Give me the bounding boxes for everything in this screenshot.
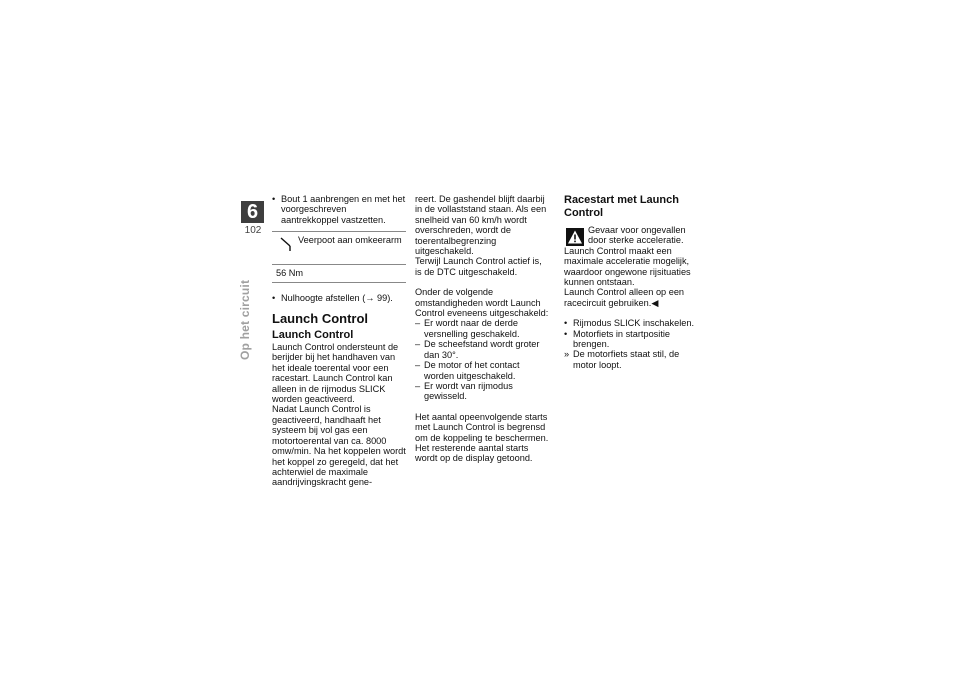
chapter-number-tab: 6 <box>241 201 264 223</box>
chapter-side-title: Op het circuit <box>238 279 252 360</box>
torque-value: 56 Nm <box>276 268 304 279</box>
body-paragraph: Onder de volgende omstandigheden wordt Launch Control eveneens uitgeschakeld: <box>415 287 549 319</box>
section-heading: Racestart met Launch Control <box>564 194 679 219</box>
column-left <box>272 194 406 488</box>
column-right <box>564 194 698 370</box>
page-number: 102 <box>244 225 262 236</box>
body-paragraph: Launch Control alleen op een racecircuit gebruiken.◀ <box>564 287 685 308</box>
result-item: » De motorfiets staat stil, de motor loopt. <box>564 349 698 370</box>
body-paragraph: Terwijl Launch Control actief is, is de DTC uitgeschakeld. <box>415 256 542 277</box>
section-heading: Launch Control <box>272 311 369 327</box>
body-paragraph: Launch Control ondersteunt de berijder bij het handhaven van het ideale toerental voor een racestart. Launch Control kan alleen in de rijmodus SLICK worden geactiveerd. <box>272 342 399 405</box>
torque-header <box>272 232 406 265</box>
body-paragraph: Het aantal opeenvolgende starts met Launch Control is begrensd om de koppeling te beschermen. Het resterende aantal starts wordt op de display getoond. <box>415 411 549 464</box>
body-paragraph: Nadat Launch Control is geactiveerd, handhaaft het systeem bij vol gas een motortoerental van ca. 8000 omw/min. Na het koppelen wordt het koppel zo geregeld, dat het achterwiel de maximale aandrijvingskracht gene- <box>272 404 406 488</box>
warning-block <box>564 225 698 246</box>
warning-icon <box>566 228 584 246</box>
torque-table <box>272 231 406 282</box>
body-paragraph: Launch Control maakt een maximale acceleratie mogelijk, waardoor ongewone rijsituaties kunnen ontstaan. <box>564 245 691 288</box>
torque-description: Veerpoot aan omkeerarm <box>298 235 402 246</box>
instruction-bullet: • Motorfiets in startpositie brengen. <box>564 329 698 350</box>
instruction-bullet: • Bout 1 aanbrengen en met het voorgeschreven aantrekkoppel vastzetten. <box>272 194 406 225</box>
body-paragraph: reert. De gashendel blijft daarbij in de vollaststand staan. Als een snelheid van 60 km/h wordt overschreden, wordt de toerentalbegrenzing uitgeschakeld. <box>415 194 547 257</box>
wrench-icon <box>280 236 294 252</box>
list-item: – Er wordt van rijmodus gewisseld. <box>415 381 549 402</box>
instruction-bullet: • Nulhoogte afstellen (→ 99). <box>272 293 406 303</box>
list-item: – De motor of het contact worden uitgeschakeld. <box>415 360 549 381</box>
column-middle <box>415 194 549 464</box>
subsection-heading: Launch Control <box>272 329 354 342</box>
list-item: – Er wordt naar de derde versnelling geschakeld. <box>415 318 549 339</box>
list-item: – De scheefstand wordt groter dan 30°. <box>415 339 549 360</box>
instruction-bullet: • Rijmodus SLICK inschakelen. <box>564 318 698 328</box>
warning-text: Gevaar voor ongevallen door sterke acceleratie. <box>588 225 686 246</box>
